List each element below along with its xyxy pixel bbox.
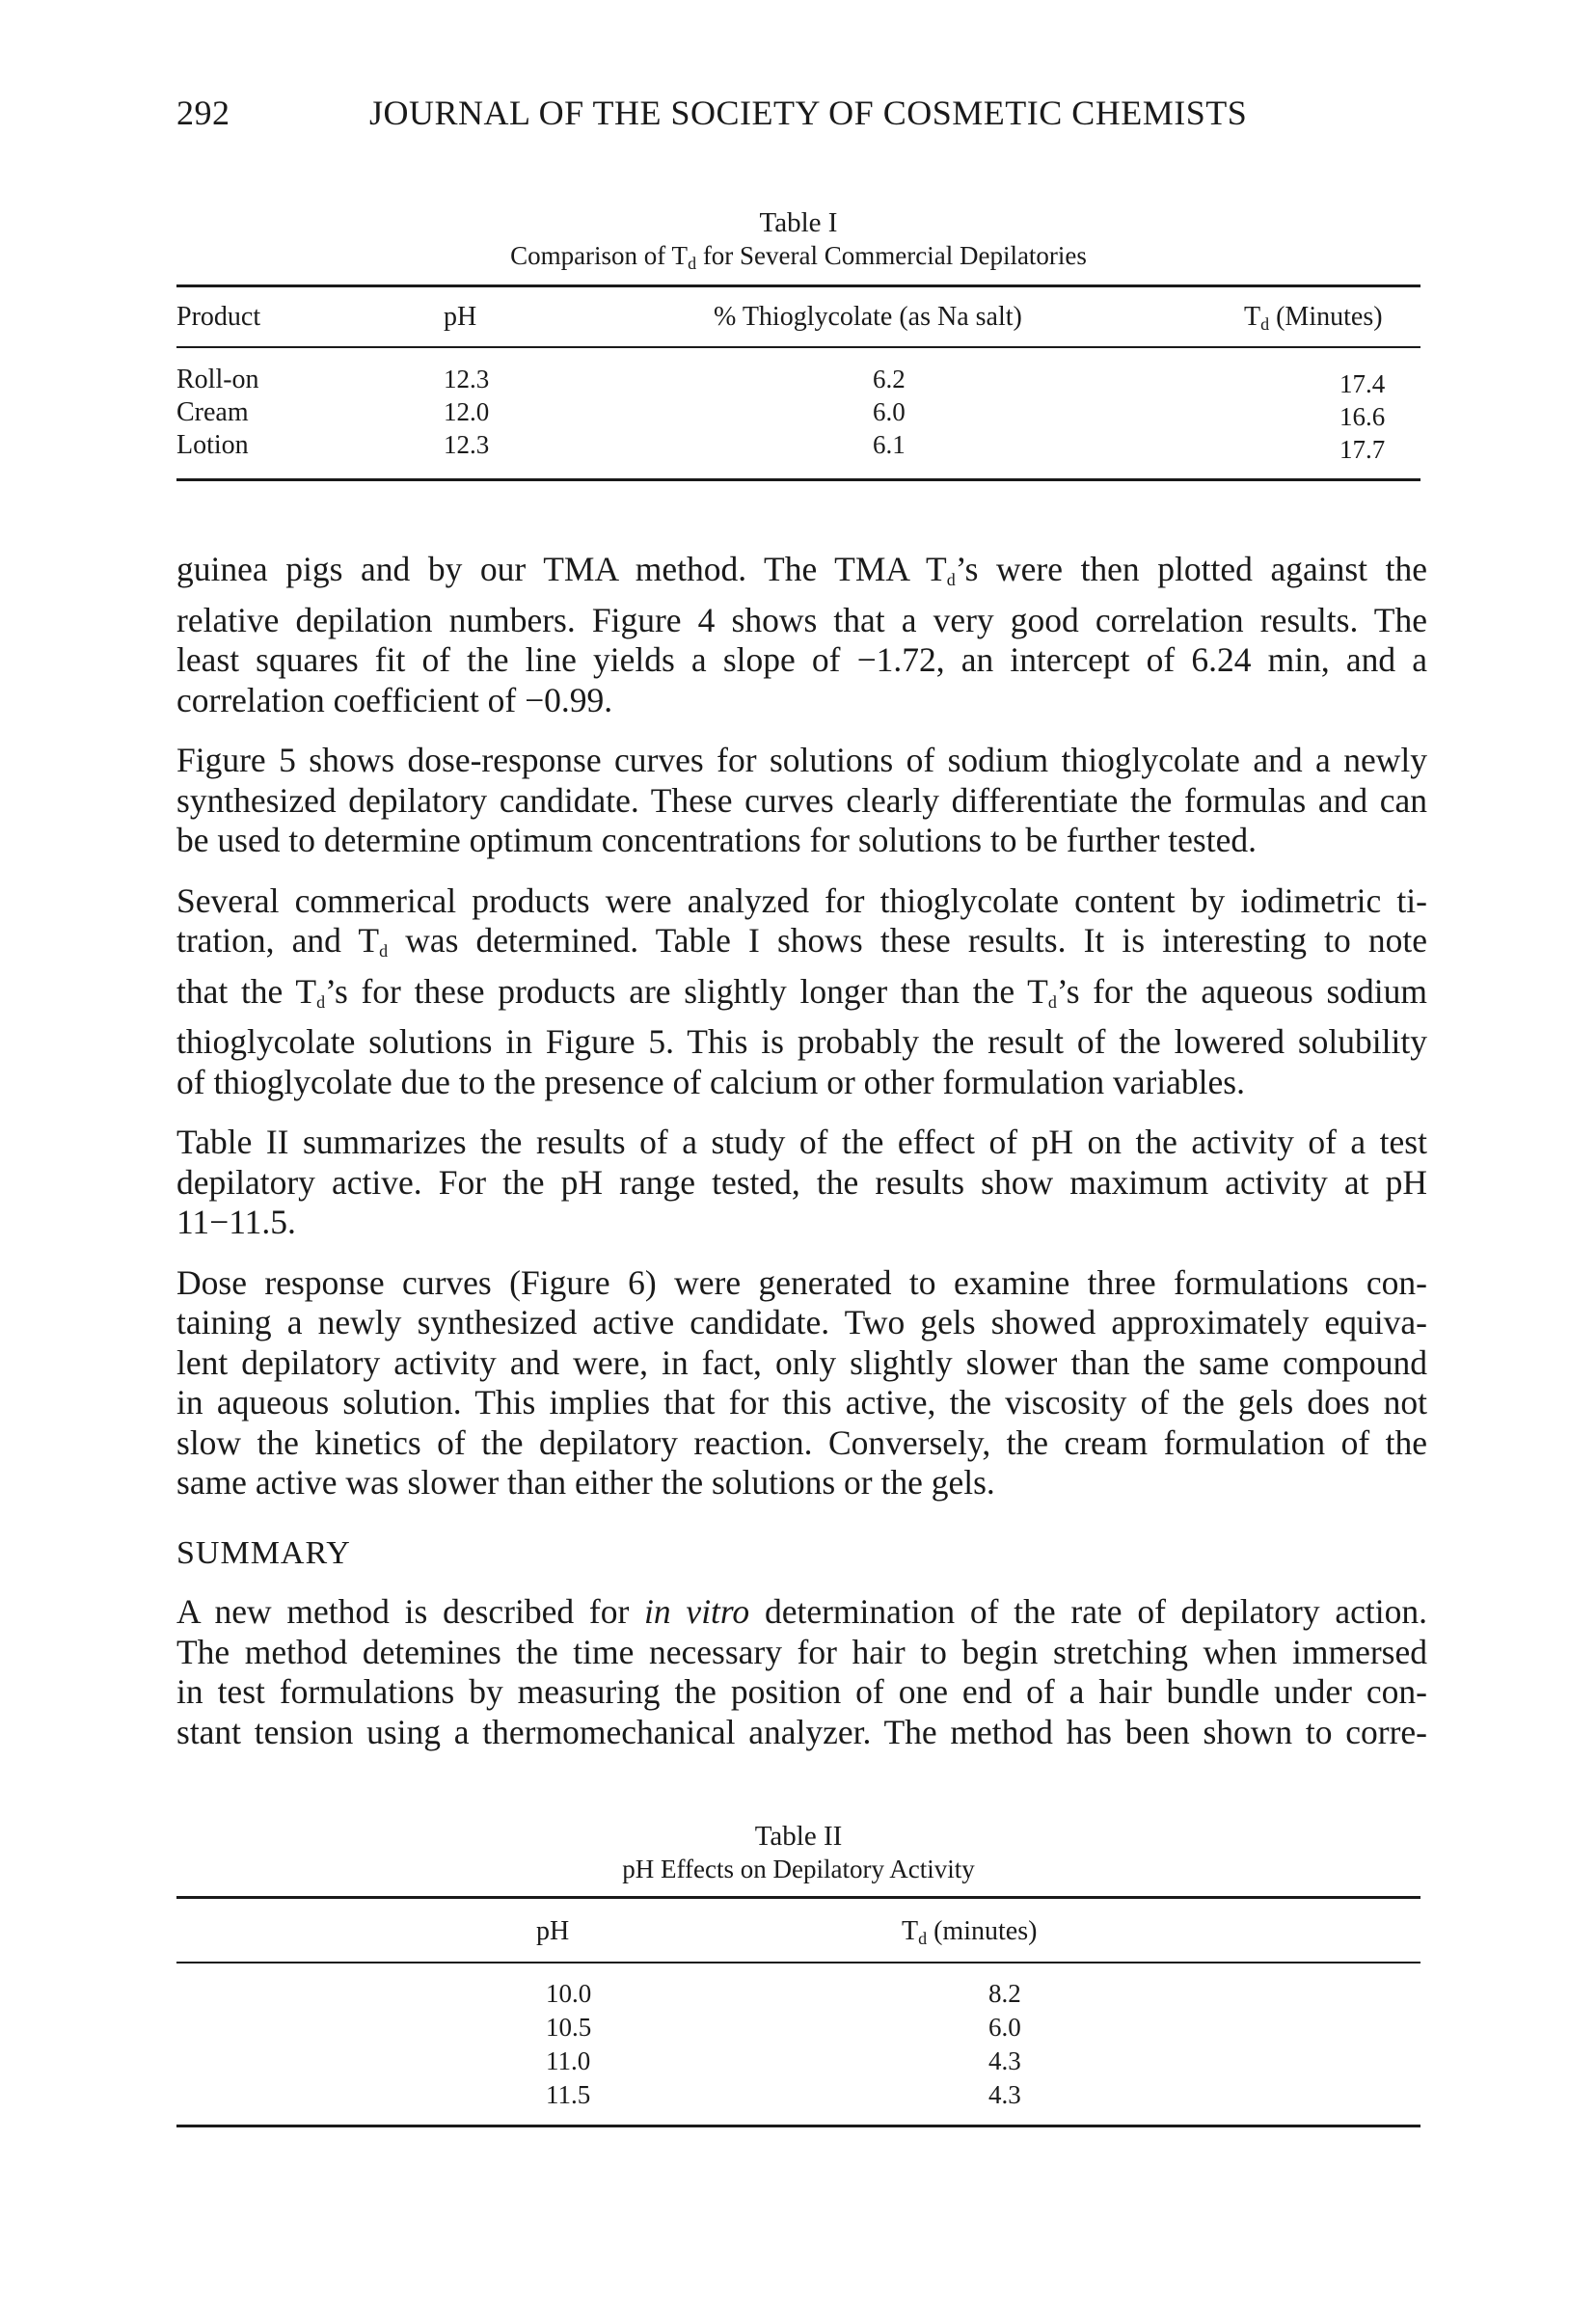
table2-header-td: $T_d$ (minutes) [902,1916,1038,1948]
text-line: synthesized depilatory candidate. These curves clearly differentiate the formulas and can [176,780,1427,820]
paragraph [176,1123,1427,1243]
paragraph [176,550,1427,720]
table1-row-td: 17.7 [1339,435,1386,464]
text-line: Figure 5 shows dose-response curves for solutions of sodium thioglycolate and a newly [176,741,1427,779]
text-line: in aqueous solution. This implies that for this active, the viscosity of the gels does not [176,1383,1427,1422]
text-line: in test formulations by measuring the position of one end of a hair bundle under con- [176,1672,1427,1711]
table2-bottom-rule [176,2125,1420,2127]
text-line: thioglycolate solutions in Figure 5. This is probably the result of the lowered solubility [176,1022,1427,1061]
text-line: Several commerical products were analyzed for thioglycolate content by iodimetric ti- [176,880,1427,920]
text-line: depilatory active. For the pH range tested, the results show maximum activity at pH [176,1162,1427,1202]
table1-title: Table I [759,207,838,238]
running-head [176,93,1247,133]
text-line: stant tension using a thermomechanical analyzer. The method has been shown to corre- [176,1712,1427,1751]
table1-header-rule [176,346,1420,348]
table1-header-thioglycolate: % Thioglycolate (as Na salt) [714,302,1022,332]
table1-row-product: Lotion [176,430,249,460]
table2-row-ph: 11.5 [546,2080,591,2109]
paragraph [176,741,1427,861]
text-line: taining a newly synthesized active candidate. Two gels showed approximately equiva- [176,1303,1427,1341]
text-line: that the $T_d’s$ for these products are slightly longer than the $T_d’s$ for the aqueous sodium [176,971,1427,1012]
text-line: Table II summarizes the results of a study of the effect of pH on the activity of a test [176,1123,1427,1161]
table1-bottom-rule [176,478,1420,481]
text-line: least squares fit of the line yields a slope of −1.72, an intercept of 6.24 min, and a [176,640,1427,679]
text-line: correlation coefficient of −0.99. [176,680,613,719]
table1-row-thioglycolate: 6.0 [873,397,906,426]
table2-title: Table II [754,1821,843,1852]
table1-row-thioglycolate: 6.2 [873,365,906,393]
table1-row-thioglycolate: 6.1 [873,430,906,459]
text-line: tration, and $T_d$ was determined. Table I shows these results. It is interesting to note [176,921,1428,961]
table1-row-product: Roll-on [176,365,259,394]
table1-header-ph: pH [444,302,477,332]
body-text [176,550,1427,1524]
table2-row-td: 4.3 [988,2080,1021,2109]
page-number: 292 [176,94,230,132]
table1-row-ph: 12.3 [444,430,490,459]
text-line: A new method is described for in vitro determination of the rate of depilatory action. [176,1592,1427,1631]
table1-top-rule [176,284,1420,287]
table1-row-td: 17.4 [1339,369,1386,398]
table1-row-product: Cream [176,397,249,427]
table2-row-td: 6.0 [988,2013,1021,2042]
text-line: of thioglycolate due to the presence of calcium or other formulation variables. [176,1062,1245,1101]
table1-caption: Comparison of $T_d$ for Several Commercial Depilatories [510,241,1087,273]
table2-row-ph: 10.5 [546,2013,592,2042]
table1-header-product: Product [176,302,261,332]
text-line: be used to determine optimum concentrations for solutions to be further tested. [176,821,1257,859]
text-line: lent depilatory activity and were, in fact, only slightly slower than the same compound [176,1342,1427,1382]
text-line: same active was slower than either the solutions or the gels. [176,1463,995,1502]
paragraph [176,1592,1427,1752]
text-line: Dose response curves (Figure 6) were generated to examine three formulations con- [176,1262,1427,1302]
text-line: relative depilation numbers. Figure 4 shows that a very good correlation results. The [176,600,1427,639]
summary-text [176,1592,1427,1773]
table2-caption: pH Effects on Depilatory Activity [622,1855,975,1883]
text-line: 11−11.5. [176,1203,296,1241]
table1-row-ph: 12.3 [444,365,490,393]
table2-header-ph: pH [536,1916,570,1946]
text-line: The method detemines the time necessary for hair to begin stretching when immersed [176,1632,1427,1671]
table2-row-td: 4.3 [988,2046,1021,2075]
table1-header-td: $T_d$ (Minutes) [1244,302,1383,334]
table2-header-rule [176,1962,1420,1963]
table2-top-rule [176,1896,1420,1899]
text-line: slow the kinetics of the depilatory reaction. Conversely, the cream formulation of the [176,1422,1427,1462]
table2-row-ph: 10.0 [546,1979,592,2008]
table2-row-ph: 11.0 [546,2046,591,2075]
section-heading-summary: SUMMARY [176,1535,351,1571]
journal-title: JOURNAL OF THE SOCIETY OF COSMETIC CHEMISTS [369,94,1248,132]
paragraph [176,881,1427,1103]
table1-row-td: 16.6 [1339,402,1386,431]
table2-row-td: 8.2 [988,1979,1021,2008]
paragraph [176,1263,1427,1503]
text-line: guinea pigs and by our TMA method. The TMA $T_d’s$ were then plotted against the [176,550,1427,589]
table1-row-ph: 12.0 [444,397,490,426]
